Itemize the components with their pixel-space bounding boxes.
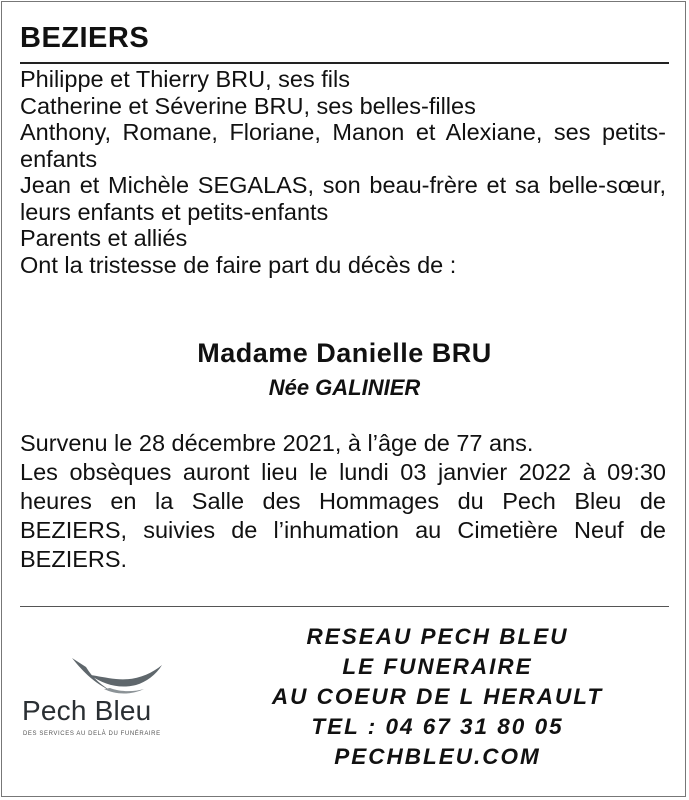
pech-bleu-logo — [22, 655, 202, 745]
family-line: Philippe et Thierry BRU, ses fils — [20, 66, 350, 92]
family-line: Anthony, Romane, Floriane, Manon et Alexiane, ses petits-enfants — [20, 119, 666, 172]
family-line: Ont la tristesse de faire part du décès de : — [20, 251, 457, 278]
family-line: Catherine et Séverine BRU, ses belles-filles — [20, 92, 476, 119]
logo-name: Pech Bleu — [22, 695, 152, 726]
contact-line: LE FUNERAIRE — [342, 654, 533, 679]
details-line: Les obsèques auront lieu le lundi 03 janvier 2022 à 09:30 heures en la Salle des Hommages du Pech Bleu de BEZIERS, suivies de l’inhumation au Cimetière Neuf de BEZIERS. — [20, 459, 666, 572]
family-line: Jean et Michèle SEGALAS, son beau-frère et sa belle-sœur, leurs enfants et petits-enfants — [20, 172, 666, 225]
city-heading: BEZIERS — [20, 22, 150, 54]
contact-block — [225, 622, 650, 772]
bird-wing-icon — [64, 655, 164, 699]
maiden-name: Née GALINIER — [268, 375, 421, 400]
contact-website: PECHBLEU.COM — [334, 744, 541, 769]
contact-line: RESEAU PECH BLEU — [306, 624, 569, 649]
deceased-name: Madame Danielle BRU — [197, 338, 492, 368]
details-line: Survenu le 28 décembre 2021, à l’âge de 77 ans. — [20, 430, 534, 456]
contact-phone: TEL : 04 67 31 80 05 — [311, 714, 564, 739]
footer-divider — [20, 606, 669, 607]
logo-tagline: DES SERVICES AU DELÀ DU FUNÉRAIRE — [23, 731, 161, 737]
family-list — [20, 66, 666, 278]
family-line: Parents et alliés — [20, 225, 188, 251]
ceremony-details — [20, 429, 666, 574]
heading-divider — [20, 62, 669, 64]
contact-line: AU COEUR DE L HERAULT — [271, 684, 604, 709]
